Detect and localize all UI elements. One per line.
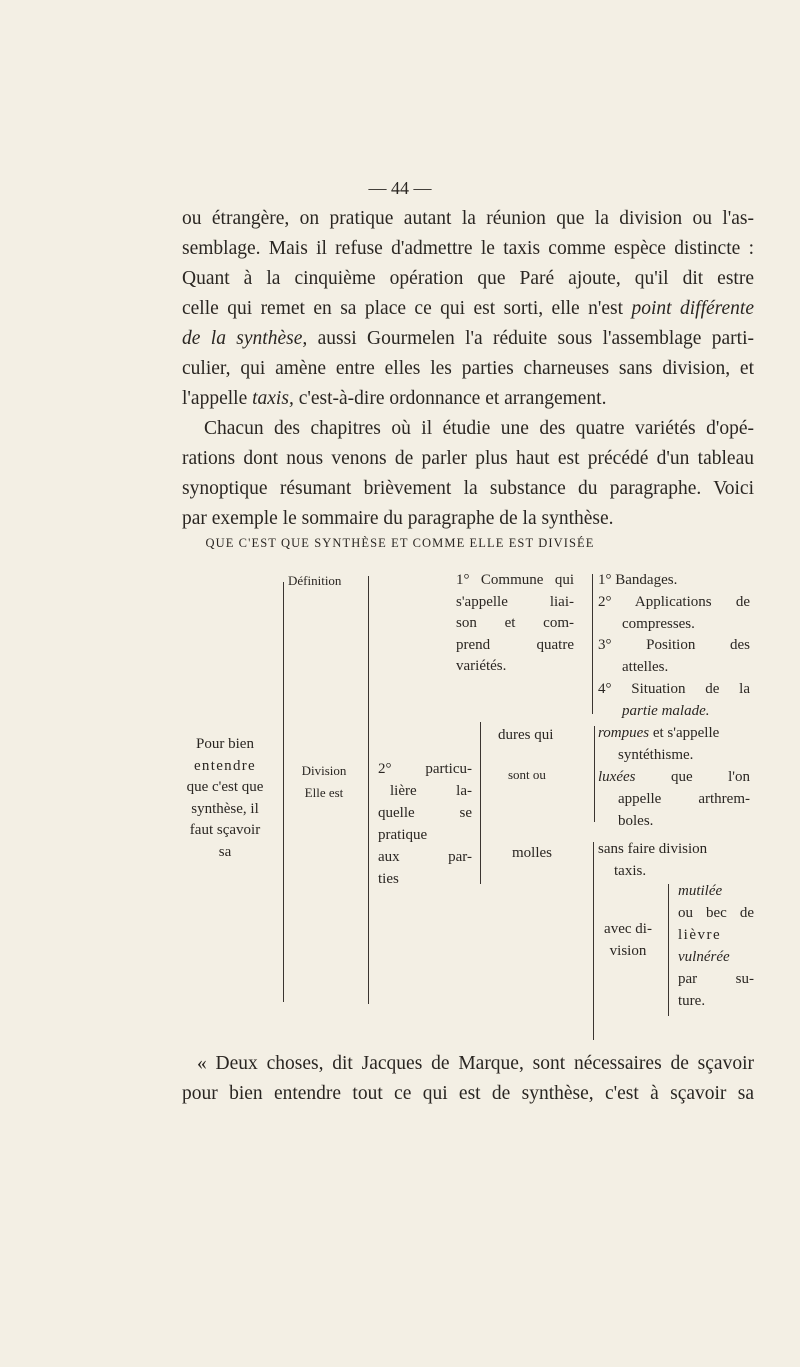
page-number: — 44 — <box>368 178 432 198</box>
root-text <box>172 734 278 863</box>
text-line: variétés. <box>456 658 507 674</box>
text-line: 4° Situation de la <box>598 680 750 697</box>
brace-root <box>283 582 284 1002</box>
text-segment: l'appelle <box>182 388 248 409</box>
text-line: 3° Position des <box>598 637 750 654</box>
particuliere-block <box>378 758 472 890</box>
text-line: rations dont nous venons de parler plus haut est précédé d'un tableau <box>182 448 754 469</box>
definition-label: Définition <box>288 573 342 588</box>
text-line: par su- <box>678 971 754 987</box>
sont-label: sont ou <box>508 767 546 782</box>
mutilee-word: mutilée <box>678 883 723 899</box>
molles-text <box>598 838 707 882</box>
brace-commune <box>592 574 593 714</box>
luxees-word: luxées <box>598 769 636 785</box>
table-heading: QUE C'EST QUE SYNTHÈSE ET COMME ELLE EST DIVISÉE <box>205 536 595 550</box>
text-line: faut sçavoir <box>189 822 261 838</box>
text-line: 2° particu- <box>378 761 472 777</box>
text-line: partie malade. <box>622 702 710 719</box>
text-line <box>182 326 754 352</box>
text-line: quelle se <box>378 805 472 821</box>
rompues-word: rompues <box>598 725 650 741</box>
text-line: synoptique résumant brièvement la substance du paragraphe. Voici <box>182 478 754 499</box>
text-line: son et com- <box>456 615 574 631</box>
text-line: vision <box>609 943 647 959</box>
text-line: compresses. <box>622 615 695 632</box>
text-line: Chacun des chapitres où il étudie une des quatre variétés d'opé- <box>204 418 754 439</box>
text-line: pratique <box>378 827 428 843</box>
italic-word: taxis, <box>252 388 294 409</box>
text-line: 2° Applications de <box>598 593 750 610</box>
text-segment: que l'on <box>670 769 751 785</box>
brace-dures <box>594 726 595 822</box>
text-line: culier, qui amène entre elles les parties charneuses sans division, et <box>182 358 754 379</box>
brace-division <box>368 576 369 1004</box>
text-line: pour bien entendre tout ce qui est de synthèse, c'est à sçavoir sa <box>182 1083 754 1104</box>
text-line: syntéthisme. <box>618 747 694 763</box>
text-line: Pour bien <box>196 736 254 752</box>
text-line: semblage. Mais il refuse d'admettre le taxis comme espèce distincte : <box>182 238 754 259</box>
text-line: ties <box>378 871 399 887</box>
text-line: 1° Bandages. <box>598 572 678 588</box>
vulneree-word: vulnérée <box>678 949 730 965</box>
text-line <box>598 722 750 744</box>
text-line: 1° Commune qui <box>456 572 574 588</box>
text-line: entendre <box>193 757 257 774</box>
text-segment: et s'appelle <box>652 725 720 741</box>
text-line: que c'est que <box>186 779 264 795</box>
text-line: attelles. <box>622 659 669 676</box>
text-line: prend quatre <box>456 636 574 653</box>
brace-molles <box>593 842 594 1040</box>
italic-phrase: de la synthèse, <box>182 328 308 349</box>
avec-items <box>678 880 754 1012</box>
text-line: Quant à la cinquième opération que Paré ajoute, qu'il dit estre <box>182 268 754 289</box>
text-line: sa <box>218 843 232 860</box>
text-line: lièvre <box>678 927 722 943</box>
text-line: boles. <box>618 813 654 829</box>
text-line: lière la- <box>390 783 472 799</box>
text-line: aux par- <box>378 849 472 865</box>
commune-block <box>456 570 574 678</box>
text-line: synthèse, il <box>191 800 259 817</box>
text-segment: celle qui remet en sa place ce qui est sorti, elle n'est <box>182 298 624 319</box>
text-line: ou bec de <box>678 905 754 921</box>
text-line: « Deux choses, dit Jacques de Marque, sont nécessaires de sçavoir <box>197 1053 754 1074</box>
text-segment: aussi Gourmelen l'a réduite sous l'assemblage parti- <box>317 328 754 349</box>
text-line: ture. <box>678 993 706 1009</box>
avec-division <box>596 918 660 962</box>
text-line <box>598 766 750 788</box>
division-label <box>287 760 361 804</box>
text-line <box>182 296 754 322</box>
text-line: ou étrangère, on pratique autant la réunion que la division ou l'as- <box>182 208 754 229</box>
italic-phrase: point différente <box>631 298 754 319</box>
molles-label: molles <box>512 845 552 861</box>
text-line: taxis. <box>614 863 647 879</box>
text-line: appelle arthrem- <box>618 791 750 807</box>
text-segment: c'est-à-dire ordonnance et arrangement. <box>298 388 607 409</box>
commune-items <box>598 570 750 723</box>
text-line: avec di- <box>604 921 652 937</box>
text-line: s'appelle liai- <box>456 593 574 610</box>
dures-label: dures qui <box>498 727 554 743</box>
brace-particuliere <box>480 722 481 884</box>
text-line: sans faire division <box>598 841 708 857</box>
dures-items <box>598 722 750 832</box>
text-line: par exemple le sommaire du paragraphe de la synthèse. <box>182 508 614 529</box>
text-line <box>182 386 754 412</box>
text-line: Elle est <box>304 785 344 800</box>
brace-avec <box>668 884 669 1016</box>
text-line: Division <box>301 763 347 778</box>
